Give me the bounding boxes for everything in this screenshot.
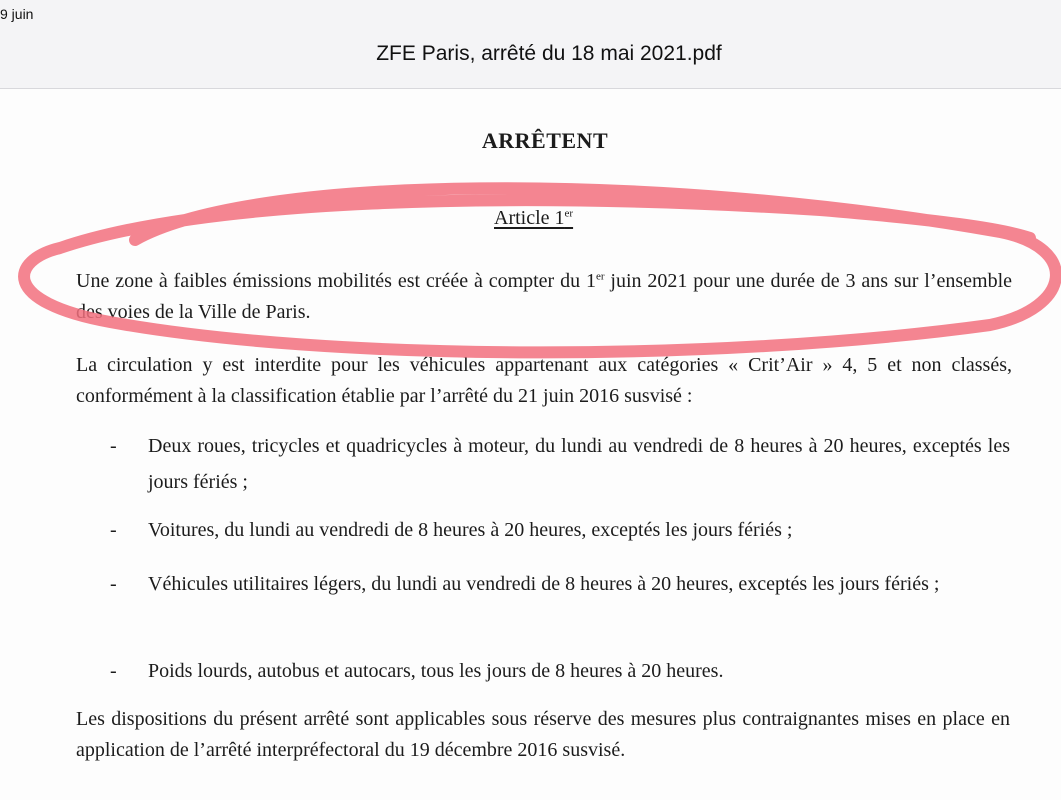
article-title [494, 207, 573, 230]
list-item-text: Véhicules utilitaires légers, du lundi au vendredi de 8 heures à 20 heures, exceptés les jours fériés ; [148, 573, 940, 595]
status-date: 9 juin [0, 6, 34, 22]
paragraph-creation-after: juin 2021 pour une durée de 3 ans sur l’ensemble des voies de la Ville de Paris. [76, 270, 1013, 323]
paragraph-creation-before: Une zone à faibles émissions mobilités est créée à compter du 1 [76, 270, 596, 292]
paragraph-dispositions: Les dispositions du présent arrêté sont applicables sous réserve des mesures plus contraignantes mises en place en application de l’arrêté interpréfectoral du 19 décembre 2016 susvisé. [76, 708, 1010, 761]
paragraph-circulation: La circulation y est interdite pour les véhicules appartenant aux catégories « Crit’Air » 4, 5 et non classés, conformément à la classification établie par l’arrêté du 21 juin 2016 susvisé : [76, 354, 1012, 407]
paragraph-creation [76, 266, 1012, 328]
bullet-dash: - [110, 519, 117, 541]
paragraph-creation-superscript: er [595, 270, 605, 283]
bullet-dash: - [110, 573, 117, 595]
article-title-superscript: er [564, 207, 574, 220]
bullet-dash: - [110, 660, 117, 682]
list-item-text: Voitures, du lundi au vendredi de 8 heures à 20 heures, exceptés les jours fériés ; [148, 519, 793, 541]
list-item-text: Deux roues, tricycles et quadricycles à moteur, du lundi au vendredi de 8 heures à 20 heures, exceptés les jours fériés ; [148, 435, 1010, 493]
document-title: ZFE Paris, arrêté du 18 mai 2021.pdf [376, 42, 722, 65]
bullet-dash: - [110, 435, 117, 457]
title-bar [0, 0, 1061, 89]
document-heading: ARRÊTENT [481, 128, 609, 153]
article-title-text: Article 1 [494, 207, 565, 229]
list-item-text: Poids lourds, autobus et autocars, tous les jours de 8 heures à 20 heures. [148, 660, 724, 682]
